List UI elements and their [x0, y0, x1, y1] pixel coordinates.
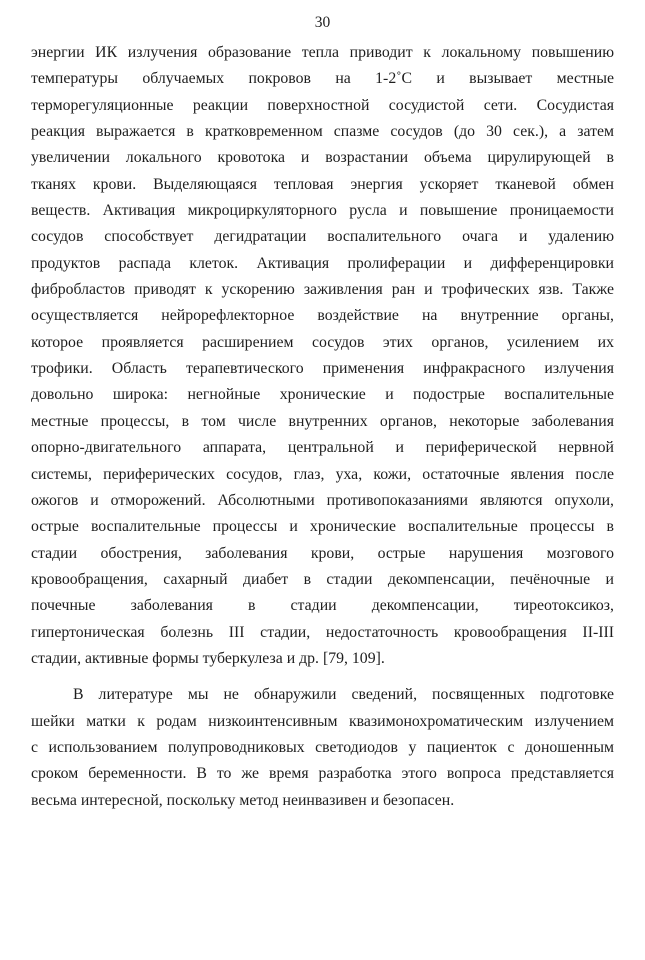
text-line: которое проявляется расширением сосудов этих органов, усилением их	[31, 333, 614, 351]
text-line: шейки матки к родам низкоинтенсивным квазимонохроматическим излучением	[31, 712, 614, 730]
text-line: местные процессы, в том числе внутренних органов, некоторые заболевания	[31, 412, 614, 430]
text-line: реакция выражается в кратковременном спазме сосудов (до 30 сек.), а затем	[31, 123, 614, 141]
text-line: стадии, активные формы туберкулеза и др. [79, 109].	[31, 649, 385, 667]
paragraph-1	[31, 40, 614, 672]
text-line: системы, периферических сосудов, глаз, уха, кожи, остаточные явления после	[31, 465, 614, 483]
text-line: фибробластов приводят к ускорению заживления ран и трофических язв. Также	[31, 281, 614, 299]
text-line: гипертоническая болезнь III стадии, недостаточность кровообращения II-III	[31, 623, 614, 641]
body-text	[31, 40, 614, 814]
text-line: увеличении локального кровотока и возрастании объема цирулирующей в	[31, 149, 614, 167]
paragraph-spacer	[31, 672, 614, 682]
text-line: осуществляется нейрорефлекторное воздействие на внутренние органы,	[31, 307, 614, 325]
paragraph-2	[31, 682, 614, 814]
text-line: весьма интересной, поскольку метод неинвазивен и безопасен.	[31, 791, 455, 809]
text-line: В литературе мы не обнаружили сведений, посвященных подготовке	[73, 686, 614, 704]
text-line: ожогов и отморожений. Абсолютными противопоказаниями являются опухоли,	[31, 491, 614, 509]
text-line: веществ. Активация микроциркуляторного русла и повышение проницаемости	[31, 202, 614, 220]
text-line: опорно-двигательного аппарата, центральной и периферической нервной	[31, 439, 614, 457]
text-line: острые воспалительные процессы и хронические воспалительные процессы в	[31, 518, 614, 536]
text-line: почечные заболевания в стадии декомпенсации, тиреотоксикоз,	[31, 597, 614, 615]
text-line: кровообращения, сахарный диабет в стадии декомпенсации, печёночные и	[31, 570, 614, 588]
page-number: 30	[314, 14, 331, 31]
text-line: сроком беременности. В то же время разработка этого вопроса представляется	[31, 765, 614, 783]
text-line: с использованием полупроводниковых светодиодов у пациенток с доношенным	[31, 738, 614, 756]
text-line: терморегуляционные реакции поверхностной сосудистой сети. Сосудистая	[31, 96, 614, 114]
text-line: температуры облучаемых покровов на 1-2˚С и вызывает местные	[31, 70, 614, 88]
text-line: энергии ИК излучения образование тепла приводит к локальному повышению	[31, 44, 614, 61]
text-line: трофики. Область терапевтического применения инфракрасного излучения	[31, 360, 614, 378]
text-line: сосудов способствует дегидратации воспалительного очага и удалению	[31, 228, 614, 246]
text-line: довольно широка: негнойные хронические и подострые воспалительные	[31, 386, 614, 404]
text-line: тканях крови. Выделяющаяся тепловая энергия ускоряет тканевой обмен	[31, 175, 614, 193]
text-line: продуктов распада клеток. Активация пролиферации и дифференцировки	[31, 254, 614, 272]
text-line: стадии обострения, заболевания крови, острые нарушения мозгового	[31, 544, 614, 562]
